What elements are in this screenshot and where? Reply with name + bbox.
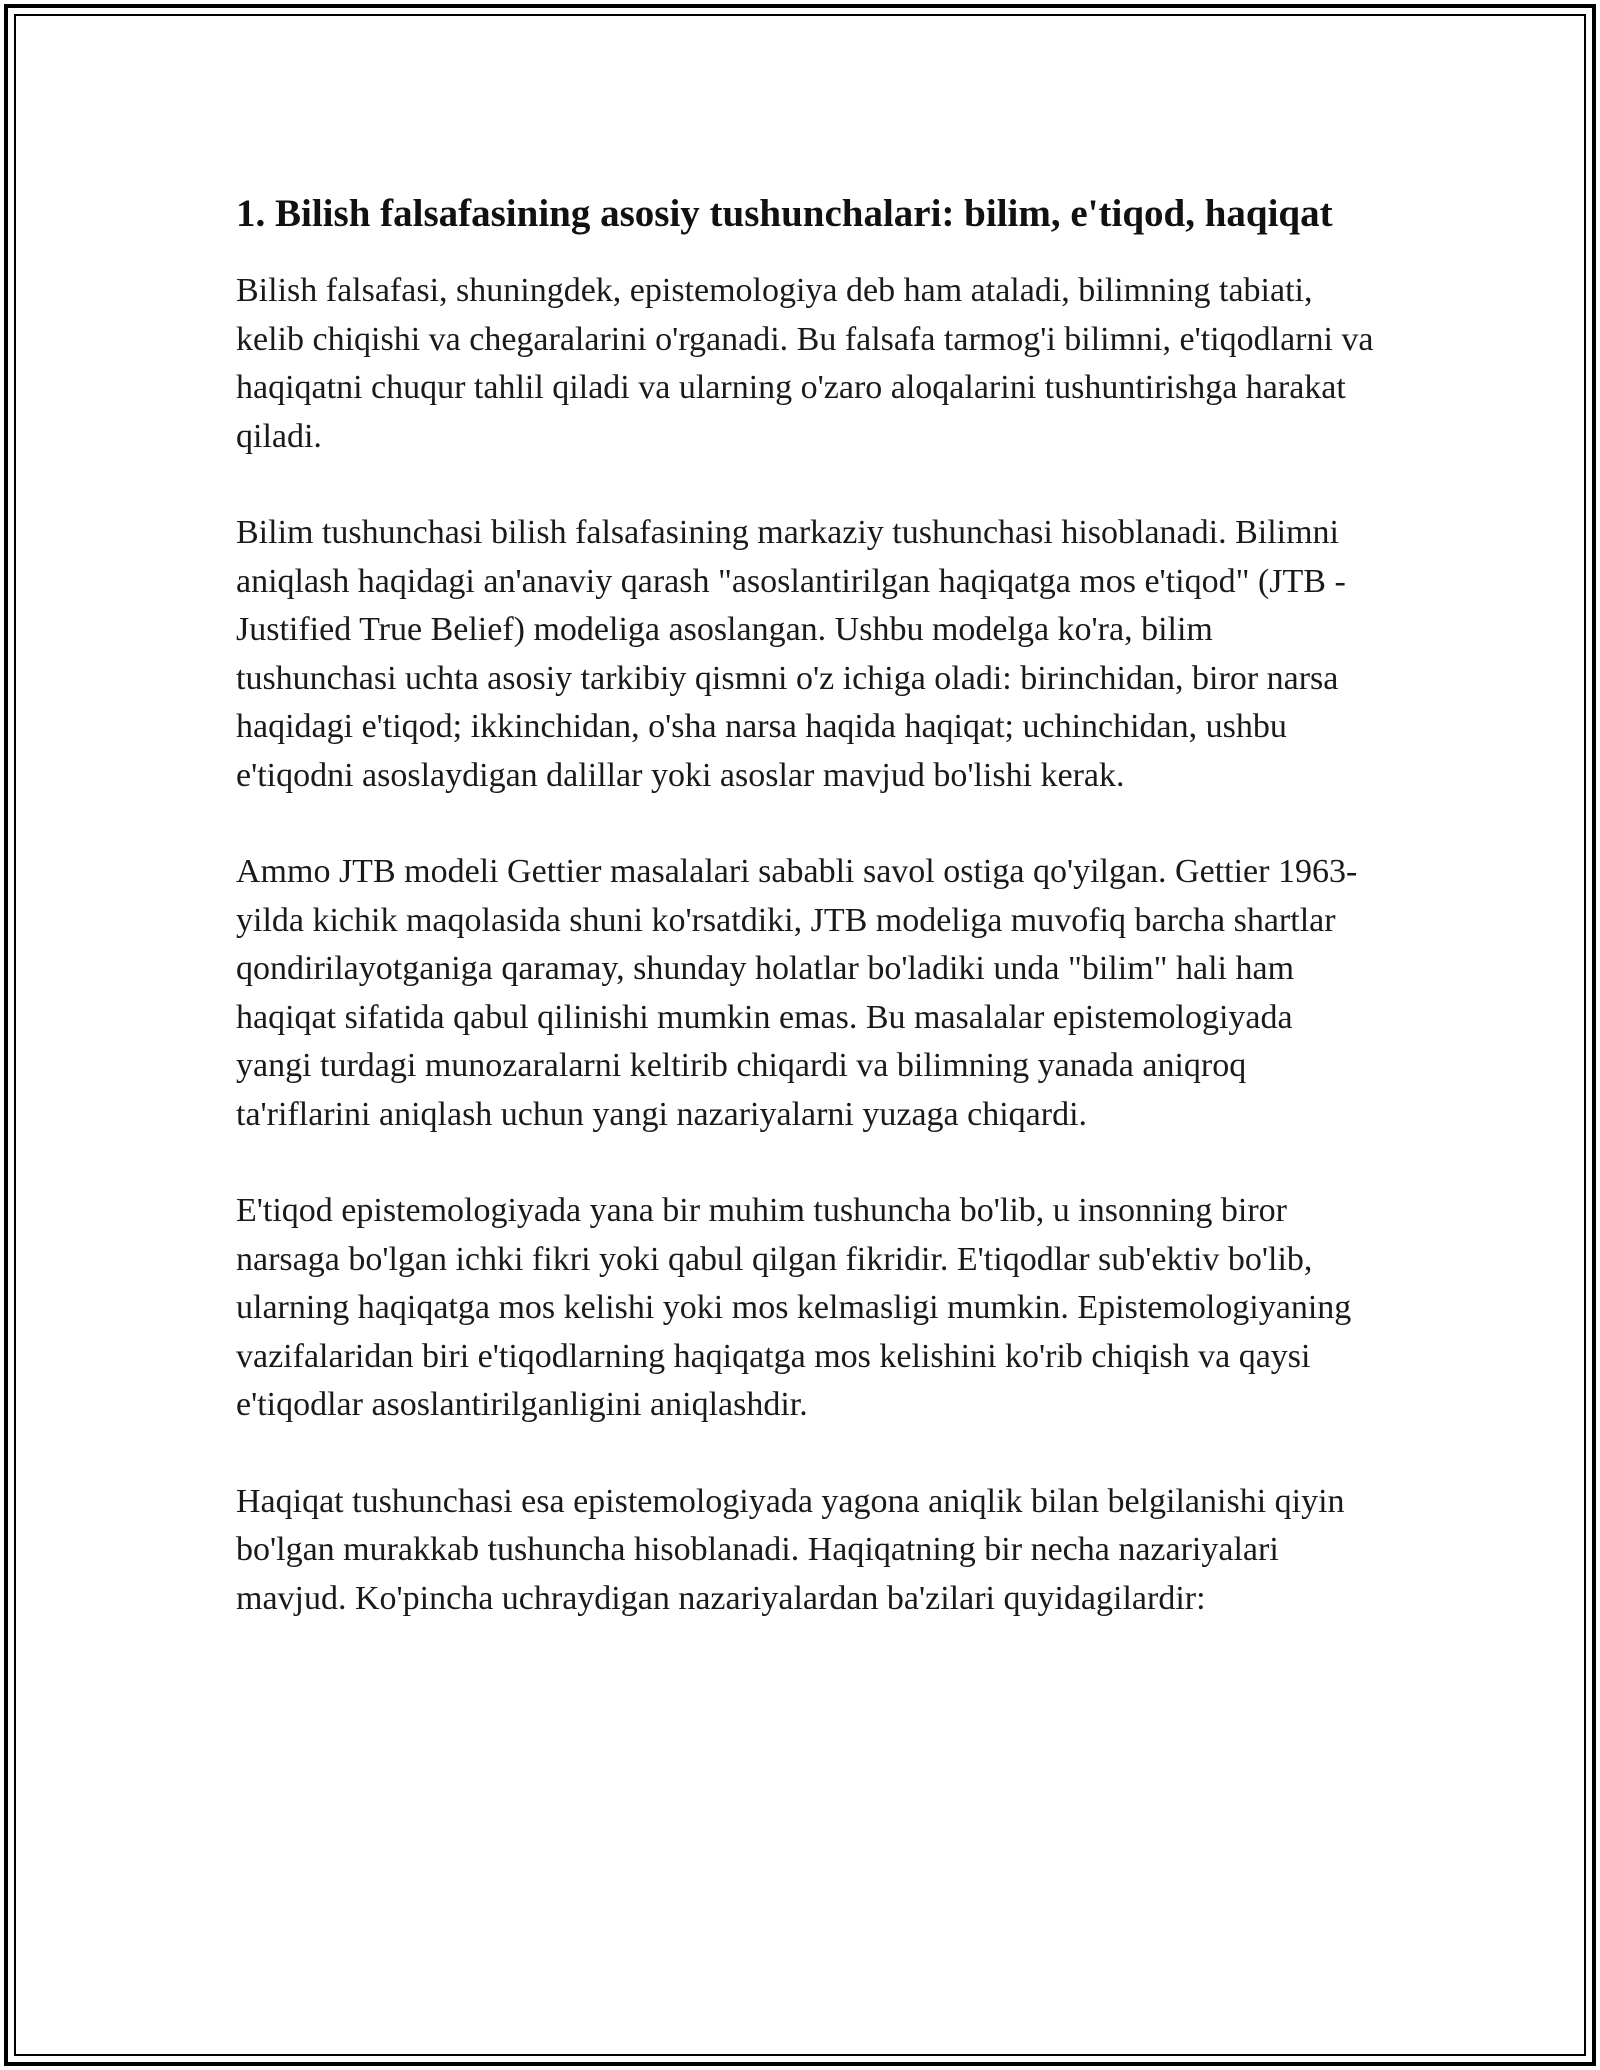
document-body [236,186,1376,1671]
section-heading: 1. Bilish falsafasining asosiy tushunchalari: bilim, e'tiqod, haqiqat [236,192,1333,235]
paragraph-truth: Haqiqat tushunchasi esa epistemologiyada yagona aniqlik bilan belgilanishi qiyin bo'lgan murakkab tushuncha hisoblanadi. Haqiqatning bir necha nazariyalari mavjud. Ko'pincha uchraydigan nazariyalardan ba'zilari quyidagilardir: [236,1482,1345,1617]
paragraph-gettier: Ammo JTB modeli Gettier masalalari sababli savol ostiga qo'yilgan. Gettier 1963-yilda kichik maqolasida shuni ko'rsatdiki, JTB modeliga muvofiq barcha shartlar qondirilayotganiga qaramay, shunday holatlar bo'ladiki unda "bilim" hali ham haqiqat sifatida qabul qilinishi mumkin emas. Bu masalalar epistemologiyada yangi turdagi munozaralarni keltirib chiqardi va bilimning yanada aniqroq ta'riflarini aniqlash uchun yangi nazariyalarni yuzaga chiqardi. [236,853,1358,1133]
paragraph-knowledge: Bilim tushunchasi bilish falsafasining markaziy tushunchasi hisoblanadi. Bilimni aniqlash haqidagi an'anaviy qarash "asoslantirilgan haqiqatga mos e'tiqod" (JTB - Justified True Belief) modeliga asoslangan. Ushbu modelga ko'ra, bilim tushunchasi uchta asosiy tarkibiy qismni o'z ichiga oladi: birinchidan, biror narsa haqidagi e'tiqod; ikkinchidan, o'sha narsa haqida haqiqat; uchinchidan, ushbu e'tiqodni asoslaydigan dalillar yoki asoslar mavjud bo'lishi kerak. [236,514,1346,794]
paragraph-belief: E'tiqod epistemologiyada yana bir muhim tushuncha bo'lib, u insonning biror narsaga bo'lgan ichki fikri yoki qabul qilgan fikridir. E'tiqodlar sub'ektiv bo'lib, ularning haqiqatga mos kelishi yoki mos kelmasligi mumkin. Epistemologiyaning vazifalaridan biri e'tiqodlarning haqiqatga mos kelishini ko'rib chiqish va qaysi e'tiqodlar asoslantirilganligini aniqlashdir. [236,1192,1352,1423]
paragraph-intro: Bilish falsafasi, shuningdek, epistemologiya deb ham ataladi, bilimning tabiati, kelib chiqishi va chegaralarini o'rganadi. Bu falsafa tarmog'i bilimni, e'tiqodlarni va haqiqatni chuqur tahlil qiladi va ularning o'zaro aloqalarini tushuntirishga harakat qiladi. [236,272,1374,455]
